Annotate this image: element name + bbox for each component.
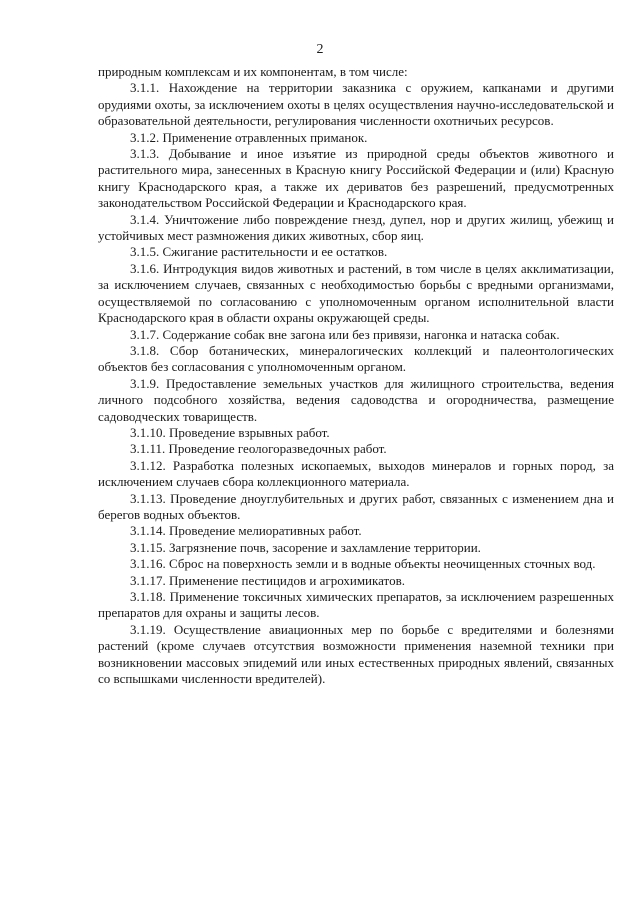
clause-3-1-4: 3.1.4. Уничтожение либо повреждение гнезд, дупел, нор и других жилищ, убежищ и устойчивых мест размножения диких животных, сбор яиц. bbox=[98, 211, 614, 244]
clause-3-1-5: 3.1.5. Сжигание растительности и ее остатков. bbox=[130, 244, 388, 260]
clause-3-1-2: 3.1.2. Применение отравленных приманок. bbox=[130, 129, 368, 145]
clause-3-1-9: 3.1.9. Предоставление земельных участков для жилищного строительства, ведения личного подсобного хозяйства, ведения садоводства и огородничества, размещение садоводческих товариществ. bbox=[98, 375, 614, 424]
clause-3-1-12: 3.1.12. Разработка полезных ископаемых, выходов минералов и горных пород, за исключением случаев сбора коллекционного материала. bbox=[98, 457, 614, 490]
document-body bbox=[98, 64, 614, 687]
clause-3-1-11: 3.1.11. Проведение геологоразведочных работ. bbox=[130, 441, 387, 457]
clause-3-1-17: 3.1.17. Применение пестицидов и агрохимикатов. bbox=[130, 572, 405, 588]
clause-3-1-13: 3.1.13. Проведение дноуглубительных и других работ, связанных с изменением дна и берегов водных объектов. bbox=[98, 490, 614, 522]
clause-3-1-14: 3.1.14. Проведение мелиоративных работ. bbox=[130, 523, 362, 539]
clause-3-1-6: 3.1.6. Интродукция видов животных и растений, в том числе в целях акклиматизации, за исключением случаев, связанных с необходимостью борьбы с вредными организмами, осуществляемой по согласованию с уполномоченным органом исполнительной власти Краснодарского края в области охраны окружающей среды. bbox=[98, 260, 614, 326]
clause-3-1-10: 3.1.10. Проведение взрывных работ. bbox=[130, 424, 330, 440]
clause-3-1-19: 3.1.19. Осуществление авиационных мер по борьбе с вредителями и болезнями растений (кроме случаев отсутствия возможности применения наземной техники при возникновении массовых эпидемий или иных естественных природных явлений, связанных со вспышками численности вредителей). bbox=[98, 621, 614, 687]
clause-3-1-18: 3.1.18. Применение токсичных химических препаратов, за исключением разрешенных препаратов для охраны и защиты лесов. bbox=[98, 589, 614, 621]
clause-3-1-7: 3.1.7. Содержание собак вне загона или без привязи, нагонка и натаска собак. bbox=[130, 326, 560, 342]
clause-3-1-8: 3.1.8. Сбор ботанических, минералогических коллекций и палеонтологических объектов без согласования с уполномоченным органом. bbox=[98, 342, 614, 375]
clause-3-1-1: 3.1.1. Нахождение на территории заказника с оружием, капканами и другими орудиями охоты, за исключением охоты в целях осуществления научно-исследовательской и образовательной деятельности, регулирования численности охотничьих ресурсов. bbox=[98, 80, 614, 129]
clause-3-1-15: 3.1.15. Загрязнение почв, засорение и захламление территории. bbox=[130, 539, 481, 555]
page-number: 2 bbox=[316, 42, 324, 57]
clause-3-1-16: 3.1.16. Сброс на поверхность земли и в водные объекты неочищенных сточных вод. bbox=[130, 556, 596, 572]
clause-3-1-3: 3.1.3. Добывание и иное изъятие из природной среды объектов животного и растительного мира, занесенных в Красную книгу Российской Федерации и (или) Красную книгу Краснодарского края, а также их дериватов без разрешений, предусмотренных законодательством Российской Федерации и Краснодарского края. bbox=[98, 146, 614, 211]
lead-paragraph: природным комплексам и их компонентам, в том числе: bbox=[98, 64, 408, 79]
